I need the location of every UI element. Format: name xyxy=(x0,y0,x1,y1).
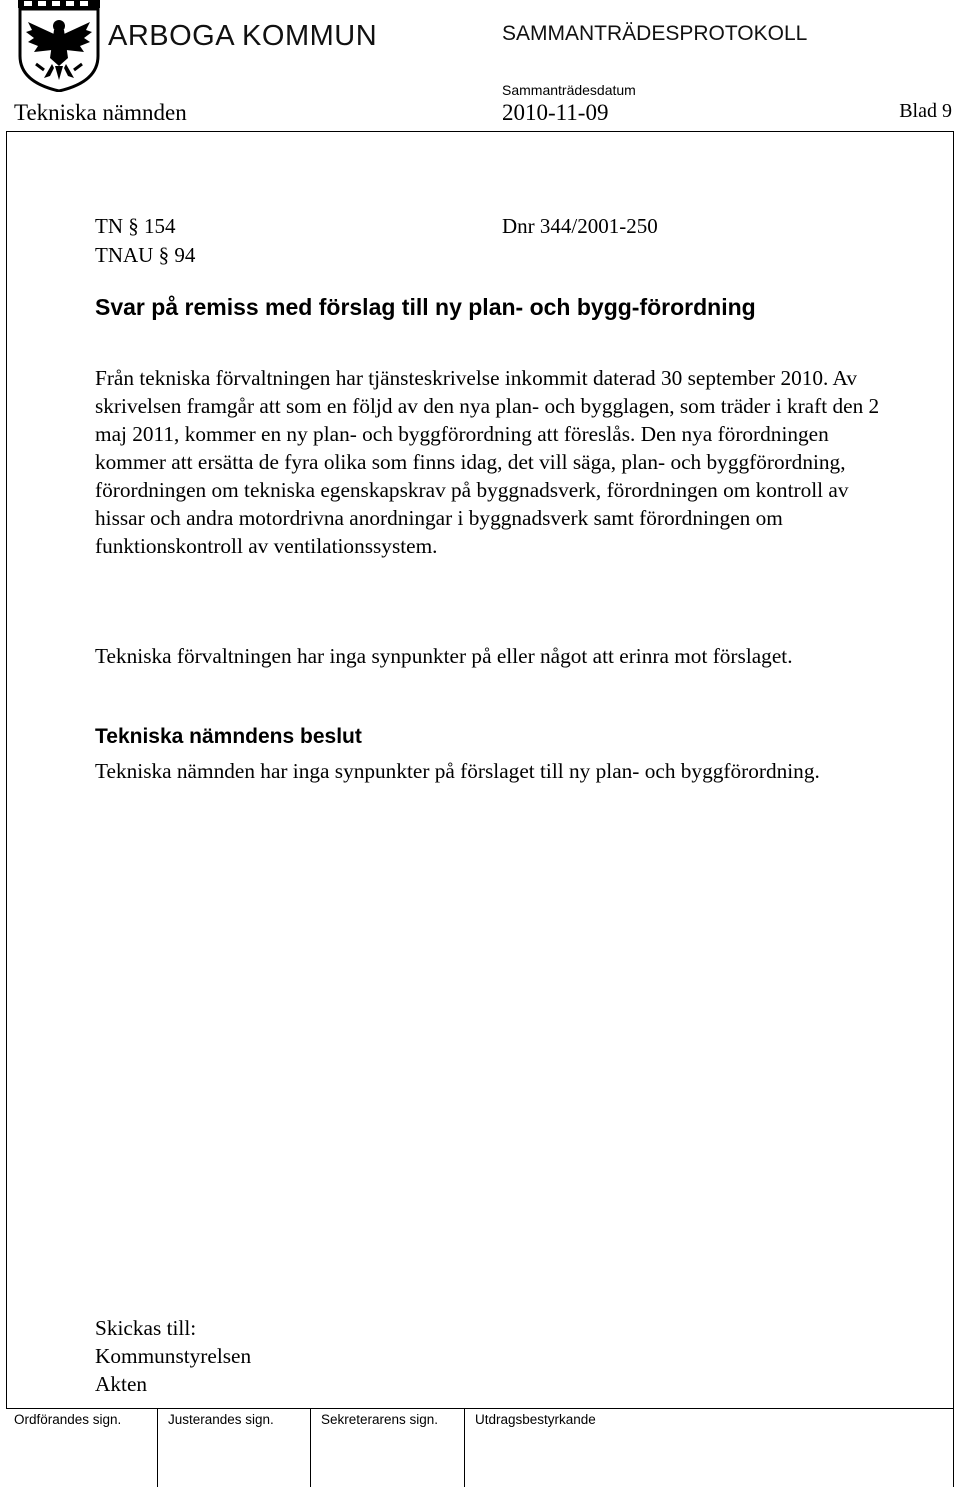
frame-top-rule xyxy=(6,131,954,132)
secretary-signature-label: Sekreterarens sign. xyxy=(321,1412,439,1427)
committee-name: Tekniska nämnden xyxy=(14,100,187,125)
meeting-date-label: Sammanträdesdatum xyxy=(502,82,636,98)
sheet-number: Blad 9 xyxy=(899,100,952,122)
adjuster-signature-label: Justerandes sign. xyxy=(168,1412,274,1427)
item-title: Svar på remiss med förslag till ny plan- och bygg-förordning xyxy=(95,294,756,320)
distribution-recipient: Kommunstyrelsen xyxy=(95,1344,252,1368)
document-type: SAMMANTRÄDESPROTOKOLL xyxy=(502,22,808,45)
decision-heading: Tekniska nämndens beslut xyxy=(95,725,362,748)
distribution-recipient: Akten xyxy=(95,1372,148,1396)
organization-name: ARBOGA KOMMUN xyxy=(108,20,378,52)
background-paragraph: Från tekniska förvaltningen har tjänsteskrivelse inkommit daterad 30 september 2010. Av skrivelsen framgår att som en följd av den nya plan- och bygglagen, som träder i kraft den 2 maj 2011, kommer en ny plan- och byggförordning att föreslås. Den nya förordningen kommer att ersätta de fyra olika som finns idag, det vill säga, plan- och byggförordning, förordningen om tekniska egenskapskrav på byggnadsverk, förordningen om kontroll av hissar och andra motordrivna anordningar i byggnadsverk samt förordningen om funktionskontroll av ventilationssystem. xyxy=(95,366,880,558)
distribution-list xyxy=(95,1314,251,1398)
frame-footer-rule xyxy=(6,1408,954,1409)
distribution-heading: Skickas till: xyxy=(95,1316,197,1340)
decision-paragraph: Tekniska nämnden har inga synpunkter på förslaget till ny plan- och byggförordning. xyxy=(95,759,820,783)
footer-column-divider xyxy=(157,1408,158,1487)
coat-of-arms-icon xyxy=(14,0,104,92)
footer-column-divider xyxy=(310,1408,311,1487)
diary-number: Dnr 344/2001-250 xyxy=(502,214,658,238)
meeting-date: 2010-11-09 xyxy=(502,100,609,125)
chair-signature-label: Ordförandes sign. xyxy=(14,1412,122,1427)
frame-right-rule xyxy=(953,131,954,1487)
tnau-paragraph-ref: TNAU § 94 xyxy=(95,243,196,267)
extract-certification-label: Utdragsbestyrkande xyxy=(475,1412,596,1427)
frame-left-rule xyxy=(6,131,7,1408)
administration-opinion-paragraph: Tekniska förvaltningen har inga synpunkter på eller något att erinra mot förslaget. xyxy=(95,644,793,668)
tn-paragraph-ref: TN § 154 xyxy=(95,214,176,238)
footer-column-divider xyxy=(464,1408,465,1487)
